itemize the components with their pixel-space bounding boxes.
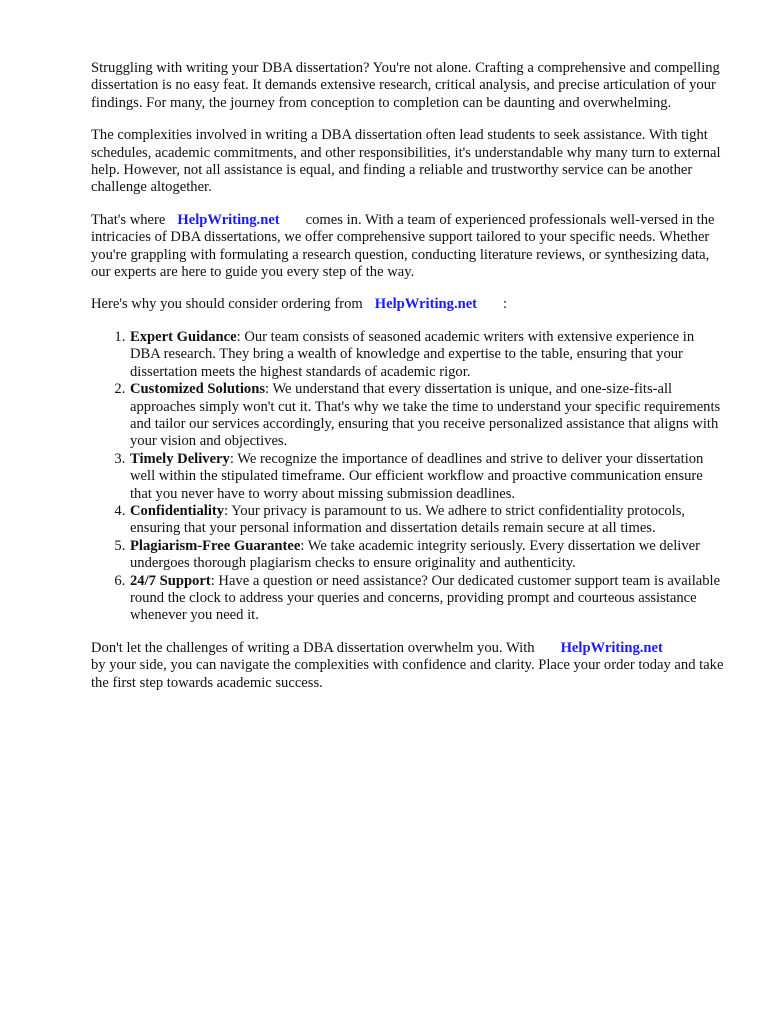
- list-item-text: : Our team consists of seasoned academic writers with extensive experience in DBA research. They bring a wealth of knowledge and expertise to the table, ensuring that your dissertation meets the highest standards of academic rigor.: [130, 328, 695, 380]
- helpwriting-link[interactable]: HelpWriting.net: [560, 639, 663, 656]
- thats-where-paragraph: [91, 212, 727, 282]
- colon-text: :: [503, 296, 508, 313]
- helpwriting-link[interactable]: HelpWriting.net: [374, 296, 478, 313]
- closing-text-after: by your side, you can navigate the complexities with confidence and clarity. Place your order today and take the first step towards academic success.: [91, 657, 724, 691]
- helpwriting-link[interactable]: HelpWriting.net: [177, 211, 280, 228]
- list-item-text: : Your privacy is paramount to us. We adhere to strict confidentiality protocols, ensuring that your personal information and dissertation details remain secure at all times.: [130, 502, 686, 537]
- list-item: [129, 538, 727, 573]
- list-item: [129, 381, 727, 451]
- list-item-title: Expert Guidance: [130, 328, 237, 345]
- list-item: [129, 503, 727, 538]
- why-order-paragraph: [91, 296, 727, 313]
- list-item-text: : We recognize the importance of deadlines and strive to deliver your dissertation well within the stipulated timeframe. Our efficient workflow and proactive communication ensure that you never have to worry about missing submission deadlines.: [130, 450, 704, 502]
- thats-where-text: That's where: [91, 211, 166, 228]
- closing-text-before: Don't let the challenges of writing a DBA dissertation overwhelm you. With: [91, 639, 535, 656]
- complexities-paragraph: The complexities involved in writing a DBA dissertation often lead students to seek assistance. With tight schedules, academic commitments, and other responsibilities, it's understandable why many turn to external help. However, not all assistance is equal, and finding a reliable and trustworthy service can be another challenge altogether.: [91, 127, 721, 196]
- comes-in-text: comes in. With a team of experienced professionals well-versed in the intricacies of DBA dissertations, we offer comprehensive support tailored to your specific needs. Whether you're grappling with formulating a research question, conducting literature reviews, or synthesizing data, our experts are here to guide you every step of the way.: [91, 211, 715, 281]
- why-order-text: Here's why you should consider ordering from: [91, 296, 363, 313]
- list-item: [129, 451, 727, 503]
- benefits-list: [91, 329, 727, 625]
- list-item-title: 24/7 Support: [130, 572, 211, 589]
- list-item: [129, 329, 727, 381]
- document-page: [91, 60, 727, 707]
- list-item-text: : Have a question or need assistance? Our dedicated customer support team is available round the clock to address your queries and concerns, providing prompt and courteous assistance whenever you need it.: [130, 572, 721, 624]
- list-item: [129, 573, 727, 625]
- list-item-text: : We take academic integrity seriously. Every dissertation we deliver undergoes thorough plagiarism checks to ensure originality and authenticity.: [130, 537, 700, 572]
- list-item-text: : We understand that every dissertation is unique, and one-size-fits-all approaches simply won't cut it. That's why we take the time to understand your specific requirements and tailor our services accordingly, ensuring that you receive personalized assistance that aligns with your vision and objectives.: [130, 381, 721, 450]
- list-item-title: Plagiarism-Free Guarantee: [130, 537, 301, 554]
- list-item-title: Customized Solutions: [130, 381, 266, 398]
- closing-paragraph: [91, 640, 727, 692]
- list-item-title: Timely Delivery: [130, 450, 230, 467]
- list-item-title: Confidentiality: [130, 502, 225, 519]
- intro-paragraph: Struggling with writing your DBA dissertation? You're not alone. Crafting a comprehensive and compelling dissertation is no easy feat. It demands extensive research, critical analysis, and precise articulation of your findings. For many, the journey from conception to completion can be daunting and overwhelming.: [91, 60, 720, 111]
